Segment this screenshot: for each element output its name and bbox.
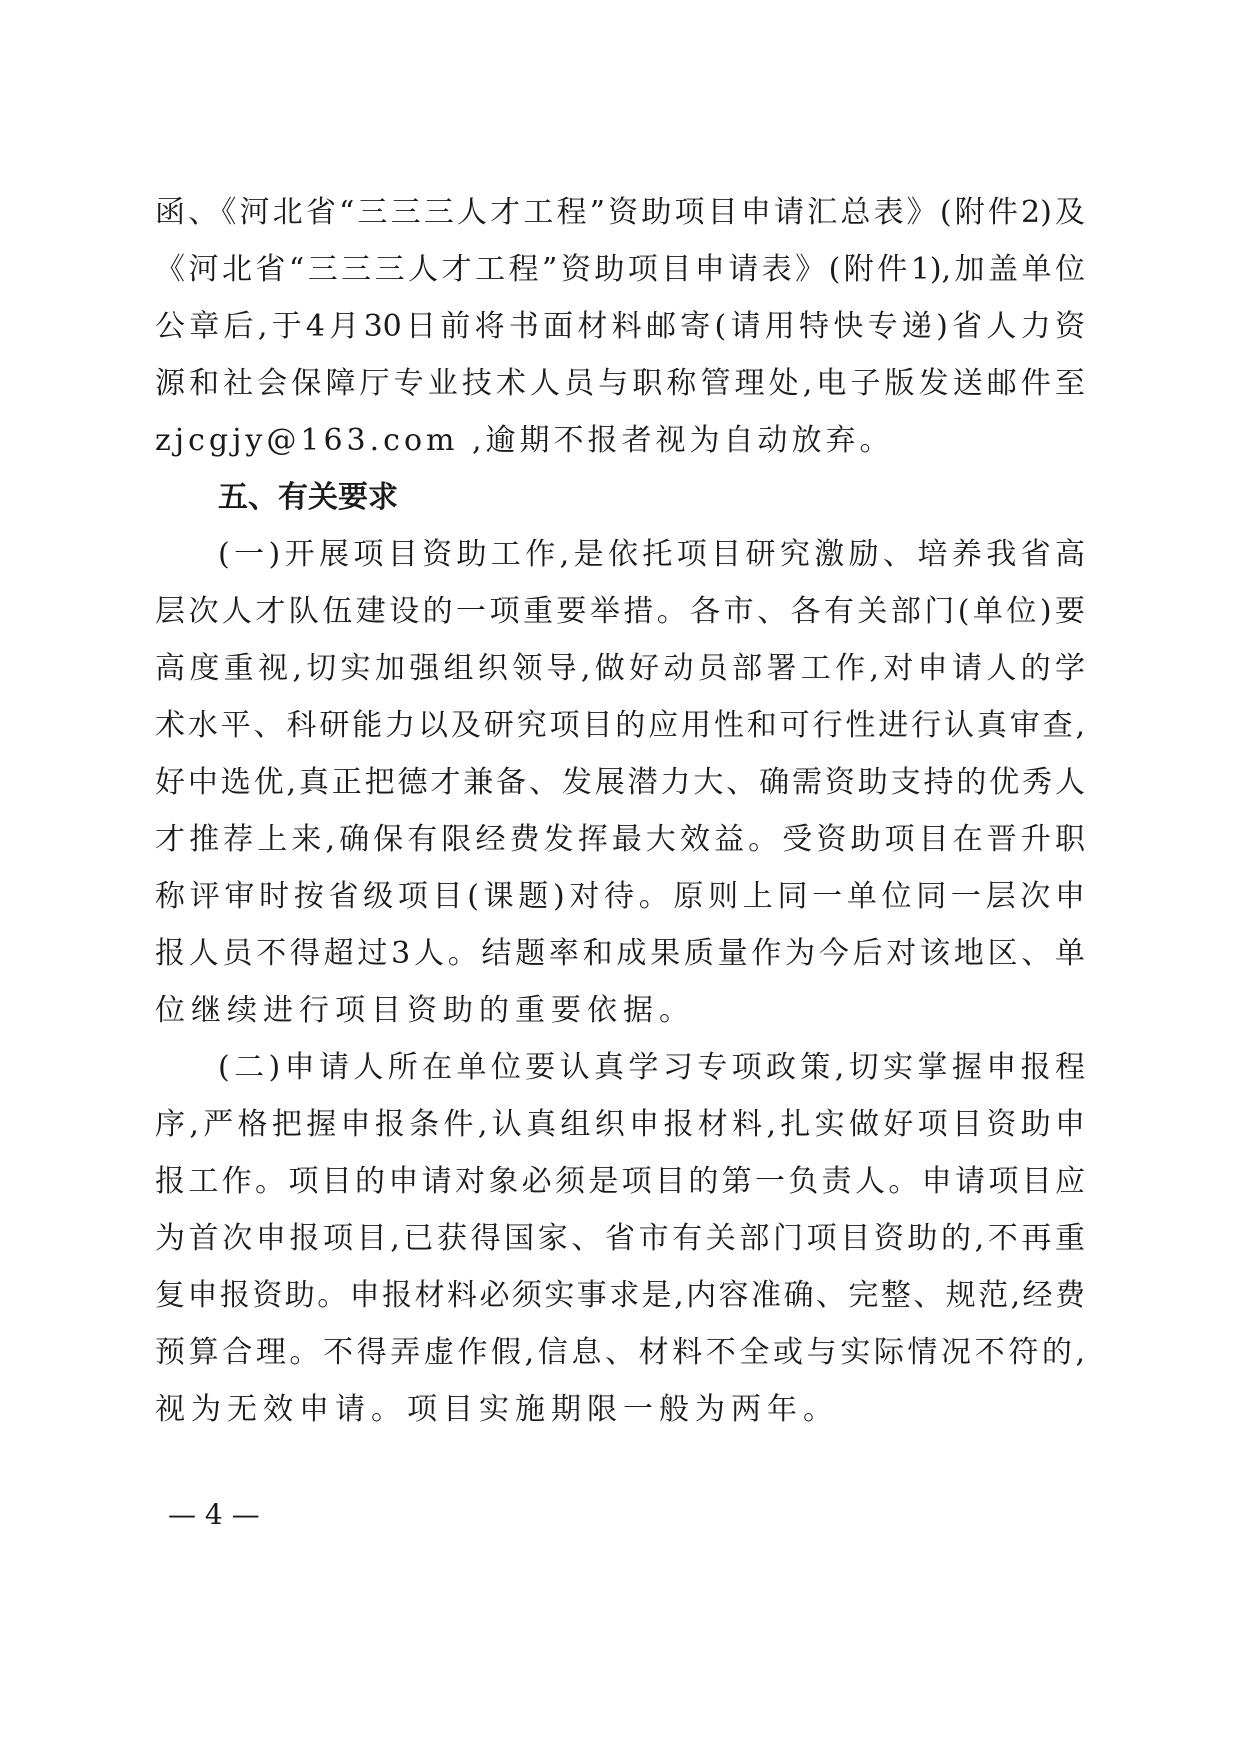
text-line: 复申报资助。申报材料必须实事求是,内容准确、完整、规范,经费 (155, 1278, 1085, 1313)
text-line: 报工作。项目的申请对象必须是项目的第一负责人。申请项目应 (155, 1164, 1085, 1199)
text-line: 预算合理。不得弄虚作假,信息、材料不全或与实际情况不符的, (155, 1335, 1085, 1370)
text-line: 好中选优,真正把德才兼备、发展潜力大、确需资助支持的优秀人 (155, 765, 1085, 800)
text-line: 高度重视,切实加强组织领导,做好动员部署工作,对申请人的学 (155, 651, 1085, 686)
text-line: (二)申请人所在单位要认真学习专项政策,切实掌握申报程 (218, 1050, 1085, 1085)
page-number: — 4 — (168, 1498, 260, 1531)
text-line: 源和社会保障厅专业技术人员与职称管理处,电子版发送邮件至 (155, 366, 1085, 401)
text-line: 才推荐上来,确保有限经费发挥最大效益。受资助项目在晋升职 (155, 822, 1085, 857)
text-line: 视为无效申请。项目实施期限一般为两年。 (155, 1392, 839, 1427)
text-line: 公章后,于4月30日前将书面材料邮寄(请用特快专递)省人力资 (155, 309, 1085, 344)
text-line: 为首次申报项目,已获得国家、省市有关部门项目资助的,不再重 (155, 1221, 1085, 1256)
text-line: (一)开展项目资助工作,是依托项目研究激励、培养我省高 (218, 537, 1085, 572)
text-line: 层次人才队伍建设的一项重要举措。各市、各有关部门(单位)要 (155, 594, 1085, 629)
text-line: 位继续进行项目资助的重要依据。 (155, 993, 695, 1028)
text-line: 序,严格把握申报条件,认真组织申报材料,扎实做好项目资助申 (155, 1107, 1085, 1142)
text-line: 函、《河北省“三三三人才工程”资助项目申请汇总表》(附件2)及 (155, 195, 1085, 230)
section-heading: 五、有关要求 (218, 480, 398, 515)
text-line: 术水平、科研能力以及研究项目的应用性和可行性进行认真审查, (155, 708, 1085, 743)
text-line: 称评审时按省级项目(课题)对待。原则上同一单位同一层次申 (155, 879, 1085, 914)
text-line: zjcgjy@163.com ,逾期不报者视为自动放弃。 (155, 423, 894, 458)
text-line: 《河北省“三三三人才工程”资助项目申请表》(附件1),加盖单位 (155, 252, 1085, 287)
text-line: 报人员不得超过3人。结题率和成果质量作为今后对该地区、单 (155, 936, 1085, 971)
